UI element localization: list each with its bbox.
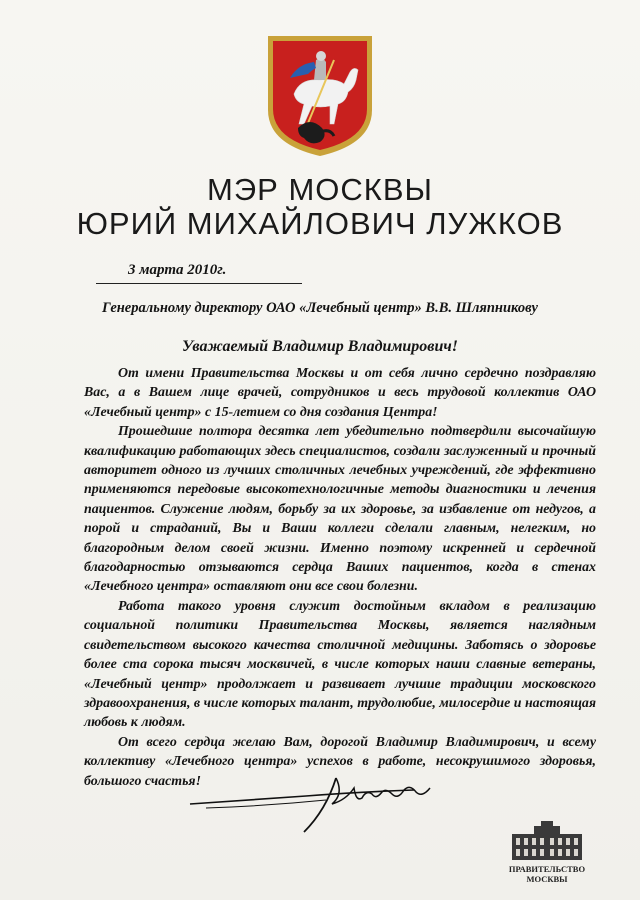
paragraph-4: От всего сердца желаю Вам, дорогой Владимир Владимирович, и всему коллективу «Лечебного центра» успехов в работе, несокрушимого здоровья, большого счастья! — [84, 734, 596, 789]
gov-label-line-1: ПРАВИТЕЛЬСТВО — [508, 864, 586, 874]
moscow-coat-of-arms-icon — [264, 32, 376, 160]
paragraph-1: От имени Правительства Москвы и от себя лично сердечно поздравляю Вас, а в Вашем лице врачей, сотрудников и весь трудовой коллектив ОАО «Лечебный центр» с 15-летием со дня создания Центра! — [84, 366, 596, 420]
title-line-1: МЭР МОСКВЫ — [207, 172, 433, 207]
letter-body — [84, 364, 596, 791]
government-label — [498, 864, 596, 884]
paragraph-2: Прошедшие полтора десятка лет убедительно подтвердили высочайшую квалификацию работающих здесь специалистов, создали заслуженный и прочный авторитет одного из лучших столичных лечебных учреждений, где эффективно применяются передовые высокотехнологичные методы диагностики и лечения пациентов. Служение людям, борьбу за их здоровье, за избавление от недугов, а порой и страданий, Вы и Ваши коллеги сделали главным, нелегким, но благородным делом своей жизни. Именно поэтому искренней и сердечной благодарностью отзываются сердца Ваших пациентов, когда в стенах «Лечебного центра» оставляют они все свои болезни. — [84, 424, 596, 595]
government-building-icon — [510, 820, 584, 862]
gov-label-line-2: МОСКВЫ — [526, 874, 568, 884]
paragraph-3: Работа такого уровня служит достойным вкладом в реализацию социальной политики Правительства Москвы, является наглядным свидетельством высокого качества столичной медицины. Заботясь о здоровье более ста сорока тысяч москвичей, в числе которых наши славные ветераны, «Лечебный центр» продолжает и развивает лучшие традиции московского здравоохранения, в числе которых талант, трудолюбие, милосердие и настоящая любовь к людям. — [84, 598, 596, 731]
addressee: Генеральному директору ОАО «Лечебный центр» В.В. Шляпникову — [102, 300, 538, 316]
greeting: Уважаемый Владимир Владимирович! — [182, 338, 458, 355]
title-line-2: ЮРИЙ МИХАЙЛОВИЧ ЛУЖКОВ — [76, 206, 564, 241]
signature-icon — [186, 770, 446, 838]
letter-date: 3 марта 2010г. — [128, 262, 227, 278]
date-underline — [96, 283, 302, 284]
